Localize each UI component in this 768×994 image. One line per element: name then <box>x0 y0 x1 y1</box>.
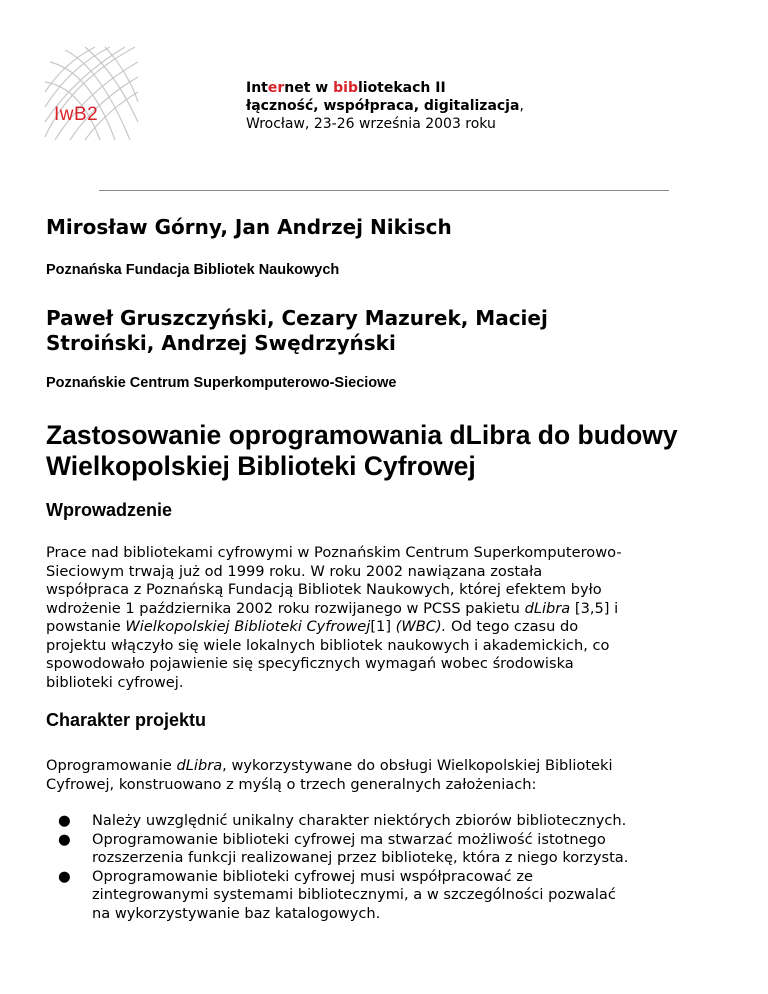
conference-subtitle: łączność, współpraca, digitalizacja, <box>246 98 524 114</box>
authors-group-2: Paweł Gruszczyński, Cezary Mazurek, Maciej Stroiński, Andrzej Swędrzyński <box>46 306 548 355</box>
list-item: ● Oprogramowanie biblioteki cyfrowej musi współpracować ze zintegrowanymi systemami bibliotecznymi, a w szczególności pozwalać na wykorzystywanie baz katalogowych. <box>58 867 616 922</box>
iwb2-logo <box>40 42 140 142</box>
conference-title: Internet w bibliotekach II <box>246 80 446 96</box>
affiliation-1: Poznańska Fundacja Bibliotek Naukowych <box>46 262 340 278</box>
bullet-icon: ● <box>58 830 71 848</box>
conference-place-date: Wrocław, 23-26 września 2003 roku <box>246 116 496 132</box>
section-heading-project-character: Charakter projektu <box>46 710 207 730</box>
assumptions-list <box>46 812 736 923</box>
introduction-paragraph: Prace nad bibliotekami cyfrowymi w Poznańskim Centrum Superkomputerowo- Sieciowym trwają już od 1999 roku. W roku 2002 nawiązana została współpraca z Poznańską Fundacją Bibliotek Naukowych, której efektem było wdrożenie 1 października 2002 roku rozwijanego w PCSS pakietu dLibra [3,5] i powstanie Wielkopolskiej Biblioteki Cyfrowej[1] (WBC). Od tego czasu do projektu włączyło się wiele lokalnych bibliotek naukowych i akademickich, co spowodowało pojawienie się specyficznych wymagań wobec środowiska biblioteki cyfrowej. <box>46 544 622 691</box>
paper-title: Zastosowanie oprogramowania dLibra do budowy Wielkopolskiej Biblioteki Cyfrowej <box>46 420 678 481</box>
logo-text: IwB2 <box>54 104 99 125</box>
section-heading-introduction: Wprowadzenie <box>46 500 173 520</box>
affiliation-2: Poznańskie Centrum Superkomputerowo-Sieciowe <box>46 375 397 391</box>
authors-group-1: Mirosław Górny, Jan Andrzej Nikisch <box>46 215 452 239</box>
conference-header <box>246 79 524 133</box>
header-divider <box>99 190 669 191</box>
bullet-icon: ● <box>58 867 71 885</box>
bullet-icon: ● <box>58 812 71 829</box>
project-character-paragraph: Oprogramowanie dLibra, wykorzystywane do obsługi Wielkopolskiej Biblioteki Cyfrowej, konstruowano z myślą o trzech generalnych założeniach: <box>46 757 613 793</box>
list-item: ● Należy uwzględnić unikalny charakter niektórych zbiorów bibliotecznych. <box>58 812 627 829</box>
list-item: ● Oprogramowanie biblioteki cyfrowej ma stwarzać możliwość istotnego rozszerzenia funkcji realizowanej przez bibliotekę, która z niego korzysta. <box>58 830 629 866</box>
